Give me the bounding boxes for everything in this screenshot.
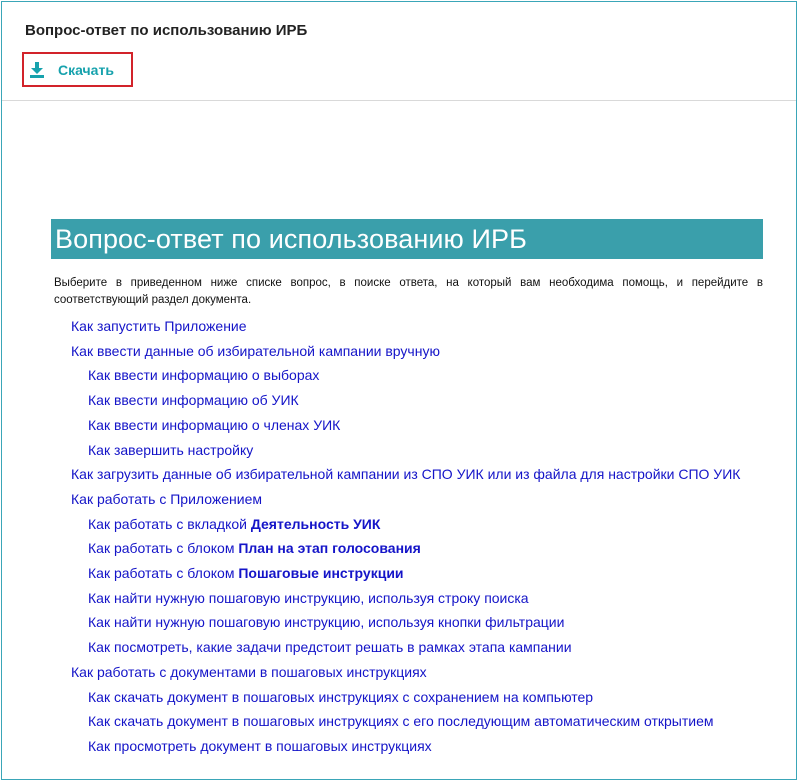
- document-page: [51, 219, 763, 759]
- download-label: Скачать: [58, 61, 114, 78]
- toc-link[interactable]: [51, 438, 763, 463]
- document-title-banner: [51, 219, 763, 259]
- toc-link-text: Как скачать документ в пошаговых инструкциях с его последующим автоматическим открытием: [88, 713, 714, 730]
- toc-link-text: Как ввести информацию об УИК: [88, 392, 299, 409]
- toc-link-text: Как скачать документ в пошаговых инструкциях с сохранением на компьютер: [88, 688, 594, 705]
- toc-link-text: Как посмотреть, какие задачи предстоит решать в рамках этапа кампании: [88, 639, 572, 656]
- toc-link-bold-text: Деятельность УИК: [250, 515, 381, 532]
- toc-link-text: Как работать с вкладкой: [88, 515, 251, 532]
- document-intro: Выберите в приведенном ниже списке вопрос, в поиске ответа, на который вам необходима помощь, и перейдите в соответствующий раздел документа.: [54, 277, 763, 306]
- toc-link[interactable]: [51, 339, 763, 364]
- toc-link-text: Как работать с блоком: [88, 540, 239, 557]
- toc-link[interactable]: [51, 462, 763, 487]
- toc-link-text: Как ввести информацию о выборах: [88, 367, 320, 384]
- toc-link[interactable]: [51, 685, 763, 710]
- page-title: Вопрос-ответ по использованию ИРБ: [25, 22, 308, 39]
- document-viewer: [1, 1, 797, 780]
- viewer-header: [2, 2, 796, 101]
- toc-link[interactable]: [51, 635, 763, 660]
- toc-link[interactable]: [51, 388, 763, 413]
- table-of-contents: [51, 314, 763, 759]
- toc-link-text: Как работать с Приложением: [71, 490, 262, 507]
- toc-link[interactable]: [51, 512, 763, 537]
- toc-link-text: Как запустить Приложение: [71, 318, 247, 334]
- toc-link[interactable]: [51, 610, 763, 635]
- toc-link[interactable]: [51, 314, 763, 339]
- toc-link[interactable]: [51, 709, 763, 734]
- toc-link-bold-text: План на этап голосования: [238, 540, 421, 557]
- toc-link-text: Как ввести информацию о членах УИК: [88, 416, 341, 433]
- toc-link-text: Как найти нужную пошаговую инструкцию, используя кнопки фильтрации: [88, 614, 565, 631]
- toc-link[interactable]: [51, 660, 763, 685]
- toc-link-text: Как найти нужную пошаговую инструкцию, используя строку поиска: [88, 589, 529, 606]
- toc-link[interactable]: [51, 487, 763, 512]
- toc-link-text: Как завершить настройку: [88, 441, 254, 458]
- toc-link[interactable]: [51, 586, 763, 611]
- toc-link[interactable]: [51, 734, 763, 759]
- toc-link-bold-text: Пошаговые инструкции: [238, 565, 404, 582]
- toc-link[interactable]: [51, 536, 763, 561]
- toc-link[interactable]: [51, 561, 763, 586]
- toc-link[interactable]: [51, 363, 763, 388]
- download-button[interactable]: [22, 52, 133, 87]
- download-icon: [30, 62, 44, 78]
- document-title: Вопрос-ответ по использованию ИРБ: [55, 223, 527, 254]
- toc-link-text: Как ввести данные об избирательной кампании вручную: [71, 342, 440, 359]
- toc-link-text: Как загрузить данные об избирательной кампании из СПО УИК или из файла для настройки СПО УИК: [71, 466, 741, 483]
- toc-link-text: Как просмотреть документ в пошаговых инструкциях: [88, 737, 432, 754]
- toc-link-text: Как работать с документами в пошаговых инструкциях: [71, 663, 427, 680]
- toc-link[interactable]: [51, 413, 763, 438]
- toc-link-text: Как работать с блоком: [88, 565, 239, 582]
